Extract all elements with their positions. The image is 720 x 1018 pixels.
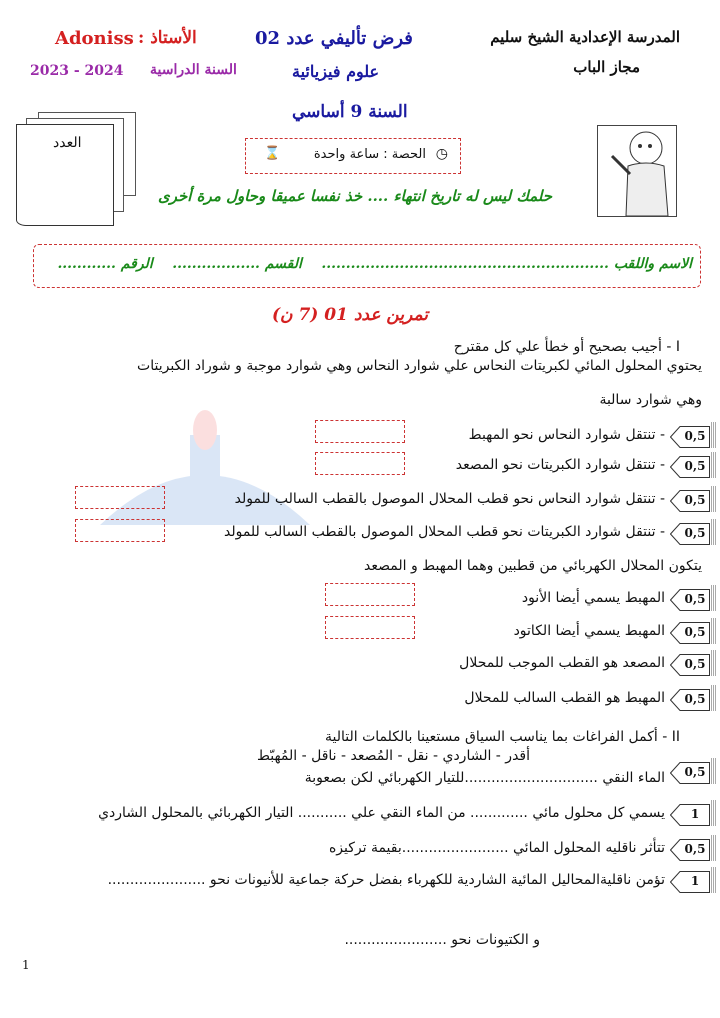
score-value: 1 — [690, 807, 700, 821]
score-badge — [670, 871, 710, 893]
part2-last-line: و الكتيونات نحو ....................... — [344, 932, 540, 948]
motto: حلمك ليس له تاريخ انتهاء .... خذ نفسا عميقا وحاول مرة أخرى — [158, 187, 552, 205]
student-info-box — [33, 244, 701, 288]
score-badge — [670, 839, 710, 861]
score-badge — [670, 804, 710, 826]
score-value: 0,5 — [684, 429, 706, 443]
badge-hatch — [711, 618, 717, 644]
school-year: 2023 - 2024 — [30, 63, 124, 79]
score-badge — [670, 654, 710, 676]
score-value: 0,5 — [684, 459, 706, 473]
year-label: السنة الدراسية — [150, 62, 237, 78]
part1-intro-line2: وهي شوارد سالبة — [599, 392, 702, 408]
badge-hatch — [711, 585, 717, 611]
score-badge — [670, 426, 710, 448]
answer-box[interactable] — [315, 452, 405, 475]
teacher-cartoon-icon — [597, 125, 677, 217]
score-badge — [670, 490, 710, 512]
page-number: 1 — [22, 958, 30, 972]
question-item: المهبط يسمي أيضا الكاتود — [513, 623, 665, 639]
class-dots: .................. — [172, 256, 260, 272]
score-badge — [670, 762, 710, 784]
duration-box — [245, 138, 461, 174]
badge-hatch — [711, 519, 717, 545]
part2-word-bank: أقدر - الشاردي - نقل - المُصعد - ناقل - المُهبّط — [256, 748, 530, 764]
exam-title: فرض تأليفي عدد 02 — [255, 28, 413, 49]
badge-hatch — [711, 867, 717, 893]
exercise-title: تمرين عدد 01 (7 ن) — [272, 305, 429, 325]
answer-box[interactable] — [325, 583, 415, 606]
answer-box[interactable] — [325, 616, 415, 639]
score-value: 1 — [690, 874, 700, 888]
student-name-field[interactable] — [57, 256, 692, 272]
grade-box — [16, 124, 114, 226]
score-value: 0,5 — [684, 592, 706, 606]
badge-hatch — [711, 650, 717, 676]
badge-hatch — [711, 685, 717, 711]
score-value: 0,5 — [684, 625, 706, 639]
score-badge — [670, 689, 710, 711]
question-item: تؤمن ناقليةالمحاليل المائية الشاردية للكهرباء بفضل حركة جماعية للأنيونات نحو ...................... — [107, 872, 665, 888]
score-badge — [670, 622, 710, 644]
duration: الحصة : ساعة واحدة — [313, 147, 426, 162]
score-value: 0,5 — [684, 765, 706, 779]
score-value: 0,5 — [684, 657, 706, 671]
watermark-logo — [90, 405, 320, 535]
school-name: المدرسة الإعدادية الشيخ سليم — [490, 28, 680, 46]
question-item: - تنتقل شوارد النحاس نحو قطب المحلال الموصول بالقطب السالب للمولد — [234, 491, 665, 507]
badge-hatch — [711, 835, 717, 861]
town-name: مجاز الباب — [573, 58, 640, 76]
score-badge — [670, 589, 710, 611]
badge-hatch — [711, 486, 717, 512]
badge-hatch — [711, 452, 717, 478]
answer-box[interactable] — [75, 486, 165, 509]
answer-box[interactable] — [315, 420, 405, 443]
name-label: الاسم واللقب — [613, 256, 692, 272]
number-label: الرقم — [120, 256, 153, 272]
score-value: 0,5 — [684, 493, 706, 507]
question-item: تتأثر ناقليه المحلول المائي ........................بقيمة تركيزه — [328, 840, 665, 856]
score-badge — [670, 456, 710, 478]
part2-instruction: II - أكمل الفراغات بما يناسب السياق مستعينا بالكلمات التالية — [324, 729, 680, 745]
question-item: - تنتقل شوارد الكبريتات نحو قطب المحلال الموصول بالقطب السالب للمولد — [223, 524, 665, 540]
part1-intro-line1: يحتوي المحلول المائي لكبريتات النحاس علي شوارد النحاس وهي شوارد موجبة و شوراد الكبريتات — [137, 358, 702, 374]
part1-intro2: يتكون المحلال الكهربائي من قطبين وهما المهبط و المصعد — [364, 558, 702, 574]
clock-icon: ◷ — [435, 146, 448, 162]
question-item: المصعد هو القطب الموجب للمحلال — [459, 655, 665, 671]
badge-hatch — [711, 800, 717, 826]
part1-instruction: I - أجيب بصحيح أو خطأ علي كل مقترح — [453, 339, 680, 355]
score-value: 0,5 — [684, 842, 706, 856]
answer-box[interactable] — [75, 519, 165, 542]
number-dots: ............ — [57, 256, 116, 272]
question-item: المهبط يسمي أيضا الأنود — [521, 590, 665, 606]
question-item: يسمي كل محلول مائي ............. من الماء النقي علي ........... التيار الكهربائي بالمحلول الشاردي — [98, 805, 665, 821]
score-badge — [670, 523, 710, 545]
level: السنة 9 أساسي — [292, 102, 408, 122]
name-dots: ........................................................... — [321, 256, 609, 272]
question-item: - تنتقل شوارد الكبريتات نحو المصعد — [455, 457, 665, 473]
class-label: القسم — [264, 256, 302, 272]
question-item: الماء النقي ..............................للتيار الكهربائي لكن بصعوبة — [304, 770, 665, 786]
question-item: المهبط هو القطب السالب للمحلال — [464, 690, 665, 706]
hourglass-icon: ⌛ — [264, 146, 281, 161]
badge-hatch — [711, 422, 717, 448]
grade-label: العدد — [53, 135, 82, 151]
score-value: 0,5 — [684, 526, 706, 540]
question-item: - تنتقل شوارد النحاس نحو المهبط — [468, 427, 665, 443]
badge-hatch — [711, 758, 717, 784]
subject: علوم فيزيائية — [292, 62, 380, 81]
score-value: 0,5 — [684, 692, 706, 706]
teacher-label: الأستاذ : — [138, 28, 197, 48]
teacher-name: Adoniss — [55, 28, 134, 49]
